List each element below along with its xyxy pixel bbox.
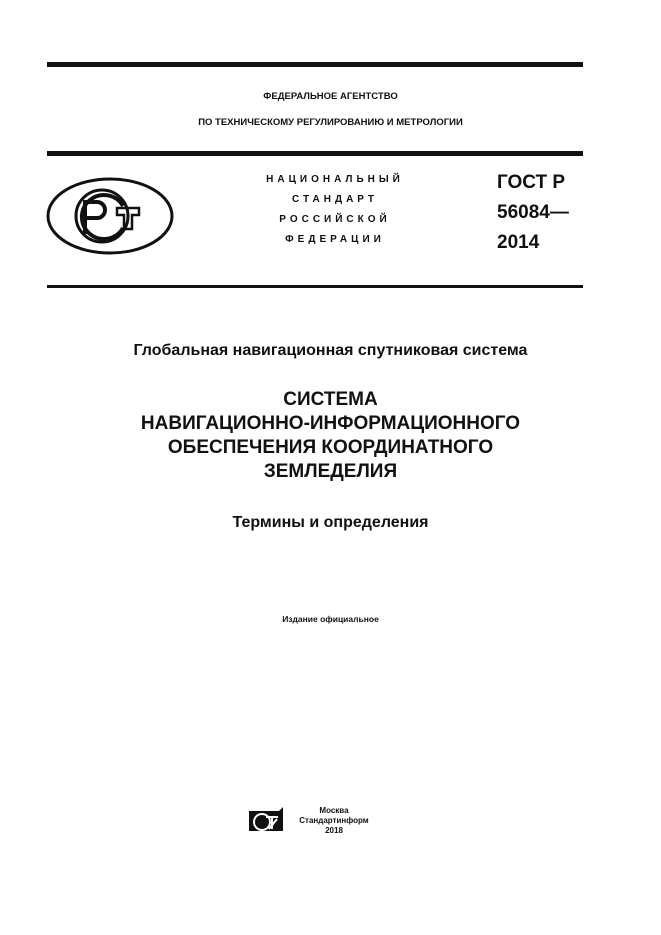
agency-line-2: ПО ТЕХНИЧЕСКОМУ РЕГУЛИРОВАНИЮ И МЕТРОЛОГИИ (198, 117, 463, 128)
title-line: СИСТЕМА (283, 389, 378, 410)
title-line: ЗЕМЛЕДЕЛИЯ (263, 461, 398, 482)
standartinform-logo-icon (247, 805, 285, 835)
header-bottom-rule (47, 285, 583, 288)
national-standard-label (240, 170, 430, 250)
standard-designation (497, 168, 569, 258)
agency-line-1: ФЕДЕРАЛЬНОЕ АГЕНТСТВО (263, 91, 398, 102)
title-line: НАВИГАЦИОННО-ИНФОРМАЦИОННОГО (140, 413, 521, 434)
publisher-year: 2018 (325, 826, 343, 835)
designation-line: ГОСТ Р (497, 172, 566, 193)
publisher-city: Москва (319, 806, 349, 815)
subtitle: Глобальная навигационная спутниковая система (133, 342, 528, 359)
subject: Термины и определения (232, 514, 429, 531)
nat-line: ФЕДЕРАЦИИ (285, 234, 385, 245)
nat-line: РОССИЙСКОЙ (279, 214, 391, 225)
title-line: ОБЕСПЕЧЕНИЯ КООРДИНАТНОГО (167, 437, 494, 458)
edition-note: Издание официальное (282, 614, 379, 624)
nat-line: НАЦИОНАЛЬНЫЙ (266, 174, 404, 185)
top-rule (47, 62, 583, 67)
designation-line: 2014 (497, 232, 540, 253)
title (0, 388, 661, 484)
header-rule (47, 151, 583, 156)
publisher-info (294, 806, 374, 836)
nat-line: СТАНДАРТ (292, 194, 378, 205)
rst-logo-icon (45, 176, 175, 256)
designation-line: 56084— (497, 202, 569, 223)
publisher-name: Стандартинформ (299, 816, 369, 825)
